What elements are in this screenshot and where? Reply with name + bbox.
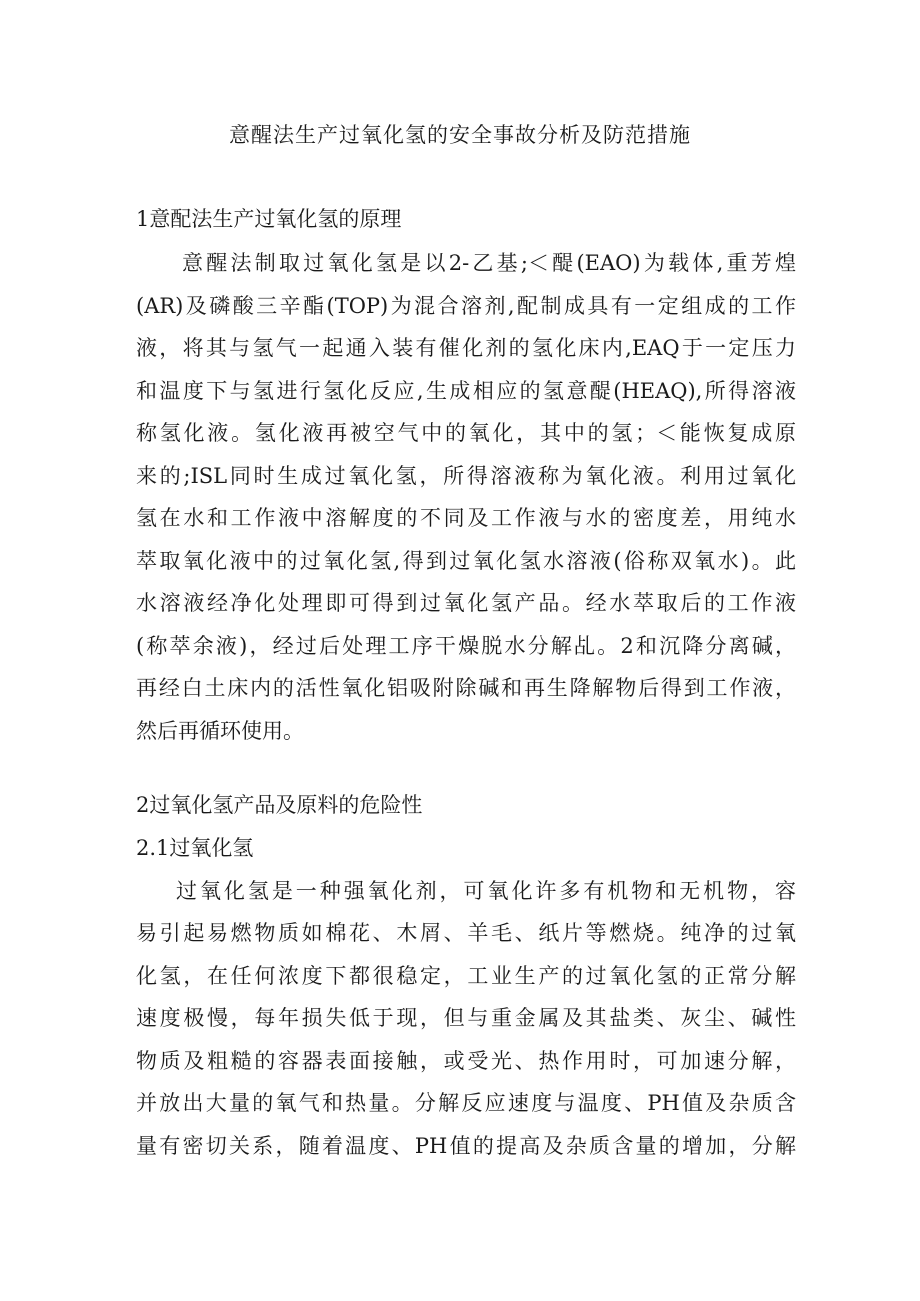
section-2-1-line-6: 并放出大量的氧气和热量。分解反应速度与温度、PH值及杂质含 bbox=[136, 1091, 796, 1115]
section-1-line-5: 称氢化液。氢化液再被空气中的氧化，其中的氢；＜能恢复成原 bbox=[136, 421, 796, 445]
section-2-1-line-5: 物质及粗糙的容器表面接触，或受光、热作用时，可加速分解， bbox=[136, 1049, 796, 1073]
section-1-line-7: 氢在水和工作液中溶解度的不同及工作液与水的密度差，用纯水 bbox=[136, 506, 796, 530]
section-1-line-6: 来的;ISL同时生成过氧化氢，所得溶液称为氧化液。利用过氧化 bbox=[136, 464, 796, 488]
section-1-line-11: 再经白土床内的活性氧化铝吸附除碱和再生降解物后得到工作液， bbox=[136, 676, 796, 700]
section-2-1-heading: 2.1过氧化氢 bbox=[136, 836, 254, 860]
section-1-line-9: 水溶液经净化处理即可得到过氧化氢产品。经水萃取后的工作液 bbox=[136, 591, 796, 615]
section-1-line-10: (称萃余液)，经过后处理工序干燥脱水分解乩。2和沉降分离碱， bbox=[136, 634, 796, 658]
section-1-line-1: 意醒法制取过氧化氢是以2-乙基;＜醍(EAO)为载体,重芳煌 bbox=[182, 251, 796, 275]
section-2-1-line-3: 化氢，在任何浓度下都很稳定，工业生产的过氧化氢的正常分解 bbox=[136, 964, 796, 988]
section-1-line-4: 和温度下与氢进行氢化反应,生成相应的氢意醍(HEAQ),所得溶液 bbox=[136, 379, 796, 403]
section-2-1-line-7: 量有密切关系，随着温度、PH值的提高及杂质含量的增加，分解 bbox=[136, 1134, 796, 1158]
section-2-1-line-1: 过氧化氢是一种强氧化剂，可氧化许多有机物和无机物，容 bbox=[176, 879, 796, 903]
section-1-line-8: 萃取氧化液中的过氧化氢,得到过氧化氢水溶液(俗称双氧水)。此 bbox=[136, 549, 796, 573]
section-2-1-line-2: 易引起易燃物质如棉花、木屑、羊毛、纸片等燃烧。纯净的过氧 bbox=[136, 921, 796, 945]
section-2-heading: 2过氧化氢产品及原料的危险性 bbox=[136, 793, 423, 817]
section-1-line-2: (AR)及磷酸三辛酯(TOP)为混合溶剂,配制成具有一定组成的工作 bbox=[136, 294, 796, 318]
section-2-1-line-4: 速度极慢，每年损失低于现，但与重金属及其盐类、灰尘、碱性 bbox=[136, 1006, 796, 1030]
section-1-heading: 1意配法生产过氧化氢的原理 bbox=[136, 207, 402, 231]
section-1-line-3: 液，将其与氢气一起通入装有催化剂的氢化床内,EAQ于一定压力 bbox=[136, 336, 796, 360]
document-title: 意醒法生产过氧化氢的安全事故分析及防范措施 bbox=[229, 123, 691, 147]
section-1-line-12: 然后再循环使用。 bbox=[136, 719, 304, 743]
